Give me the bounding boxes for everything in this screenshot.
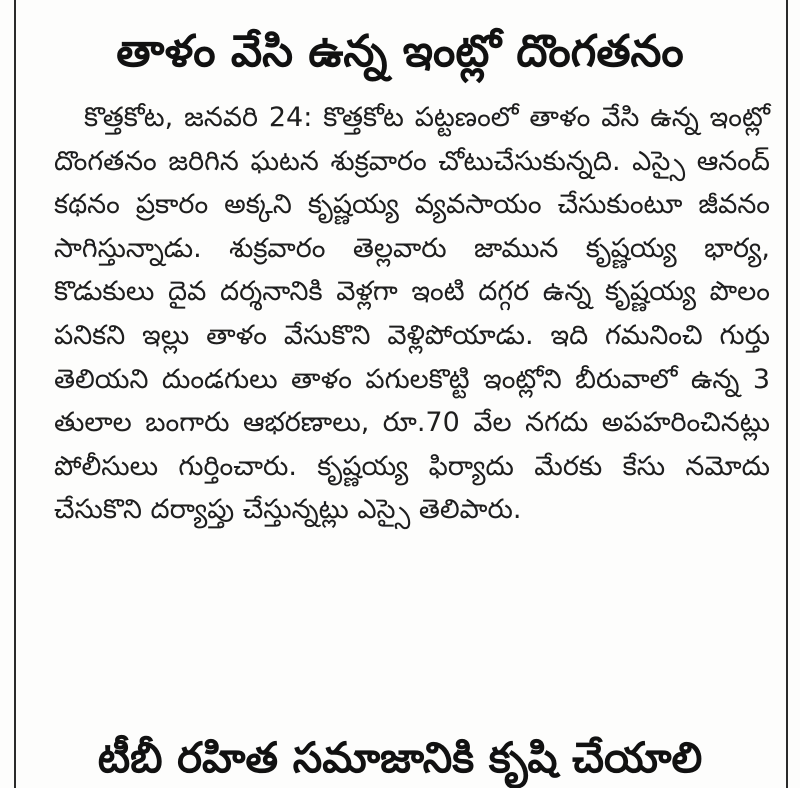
article-headline: తాళం వేసి ఉన్న ఇంట్లో దొంగతనం [116,26,684,77]
next-article-headline: టీబీ రహిత సమాజానికి కృషి చేయాలి [97,733,703,782]
column-rule-right [786,0,788,788]
column-rule-left [14,0,16,788]
article-body: కొత్తకోట, జనవరి 24: కొత్తకోట పట్టణంలో తాళం వేసి ఉన్న ఇంట్లో దొంగతనం జరిగిన ఘటన శుక్రవారం చోటుచేసుకున్నది. ఎస్సై ఆనంద్ కథనం ప్రకారం అక్కని కృష్ణయ్య వ్యవసాయం చేసుకుంటూ జీవనం సాగిస్తున్నాడు. శుక్రవారం తెల్లవారు జామున కృష్ణయ్య భార్య, కొడుకులు దైవ దర్శనానికి వెళ్లగా ఇంటి దగ్గర ఉన్న కృష్ణయ్య పొలం పనికని ఇల్లు తాళం వేసుకొని వెళ్లిపోయాడు. ఇది గమనించి గుర్తు తెలియని దుండగులు తాళం పగులకొట్టి ఇంట్లోని బీరువాలో ఉన్న 3 తులాల బంగారు ఆభరణాలు, రూ.70 వేల నగదు అపహరించినట్లు పోలీసులు గుర్తించారు. కృష్ణయ్య ఫిర్యాదు మేరకు కేసు నమోదు చేసుకొని దర్యాప్తు చేస్తున్నట్లు ఎస్సై తెలిపారు. [54,102,770,526]
